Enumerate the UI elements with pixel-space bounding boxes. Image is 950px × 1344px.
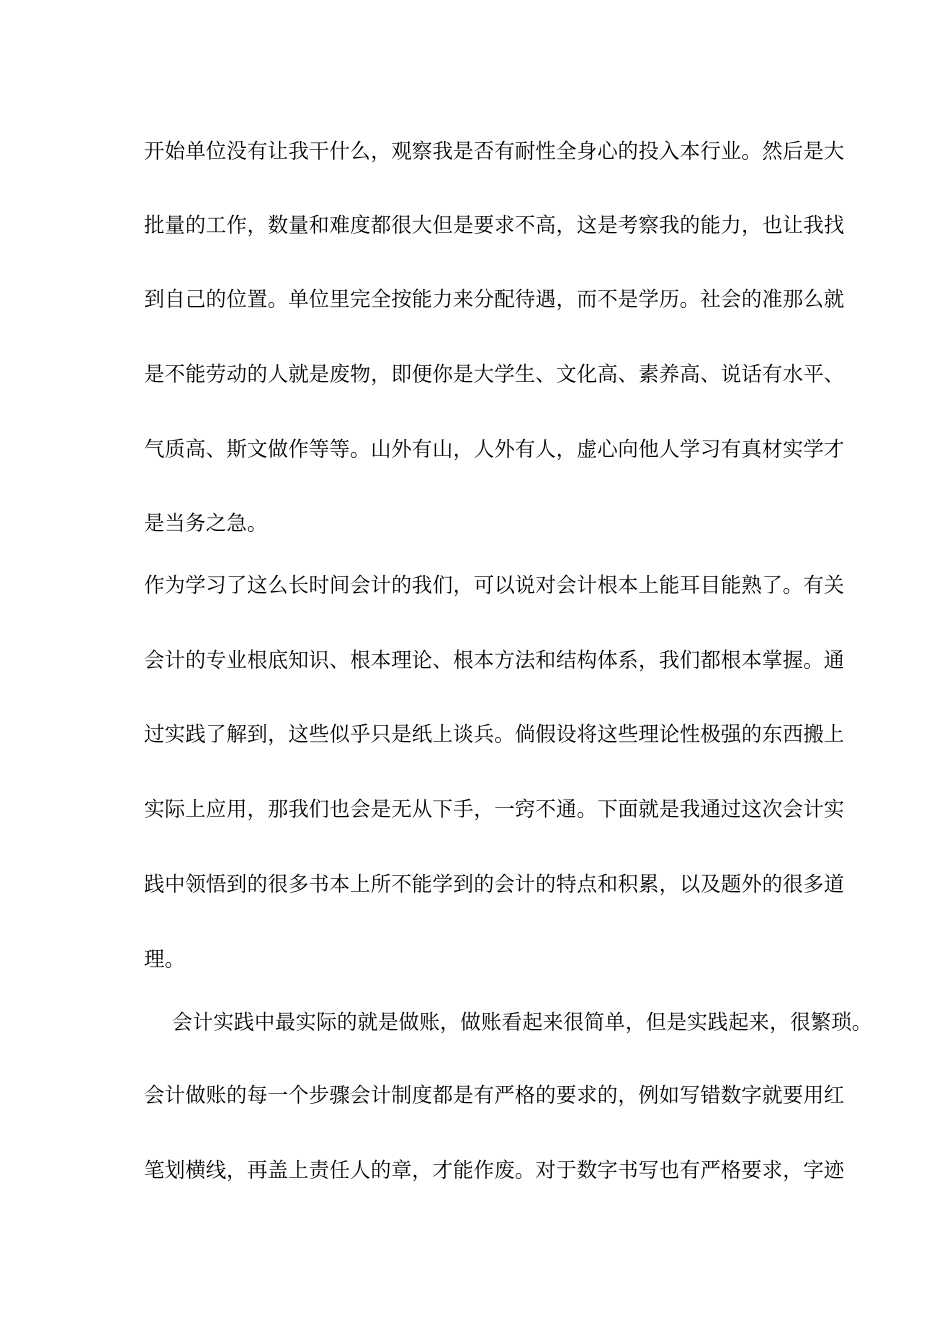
text-line: 理。 — [144, 947, 186, 971]
text-line: 践中领悟到的很多书本上所不能学到的会计的特点和积累，以及题外的很多道 — [144, 872, 845, 896]
text-line: 作为学习了这么长时间会计的我们，可以说对会计根本上能耳目能熟了。有关 — [144, 573, 845, 597]
text-line-indented: 会计实践中最实际的就是做账，做账看起来很简单，但是实践起来，很繁琐。 — [172, 1010, 873, 1034]
text-line: 实际上应用，那我们也会是无从下手，一窍不通。下面就是我通过这次会计实 — [144, 797, 845, 821]
text-line: 过实践了解到，这些似乎只是纸上谈兵。倘假设将这些理论性极强的东西搬上 — [144, 722, 845, 746]
text-line: 笔划横线，再盖上责任人的章，才能作废。对于数字书写也有严格要求，字迹 — [144, 1158, 845, 1182]
text-line: 会计做账的每一个步骤会计制度都是有严格的要求的，例如写错数字就要用红 — [144, 1083, 845, 1107]
text-line: 会计的专业根底知识、根本理论、根本方法和结构体系，我们都根本掌握。通 — [144, 648, 845, 672]
text-line: 是当务之急。 — [144, 511, 268, 535]
text-line: 是不能劳动的人就是废物，即便你是大学生、文化高、素养高、说话有水平、 — [144, 362, 845, 386]
text-line: 到自己的位置。单位里完全按能力来分配待遇，而不是学历。社会的准那么就 — [144, 287, 845, 311]
text-line: 批量的工作，数量和难度都很大但是要求不高，这是考察我的能力，也让我找 — [144, 213, 845, 237]
text-line: 气质高、斯文做作等等。山外有山，人外有人，虚心向他人学习有真材实学才 — [144, 437, 845, 461]
text-line: 开始单位没有让我干什么，观察我是否有耐性全身心的投入本行业。然后是大 — [144, 139, 845, 163]
